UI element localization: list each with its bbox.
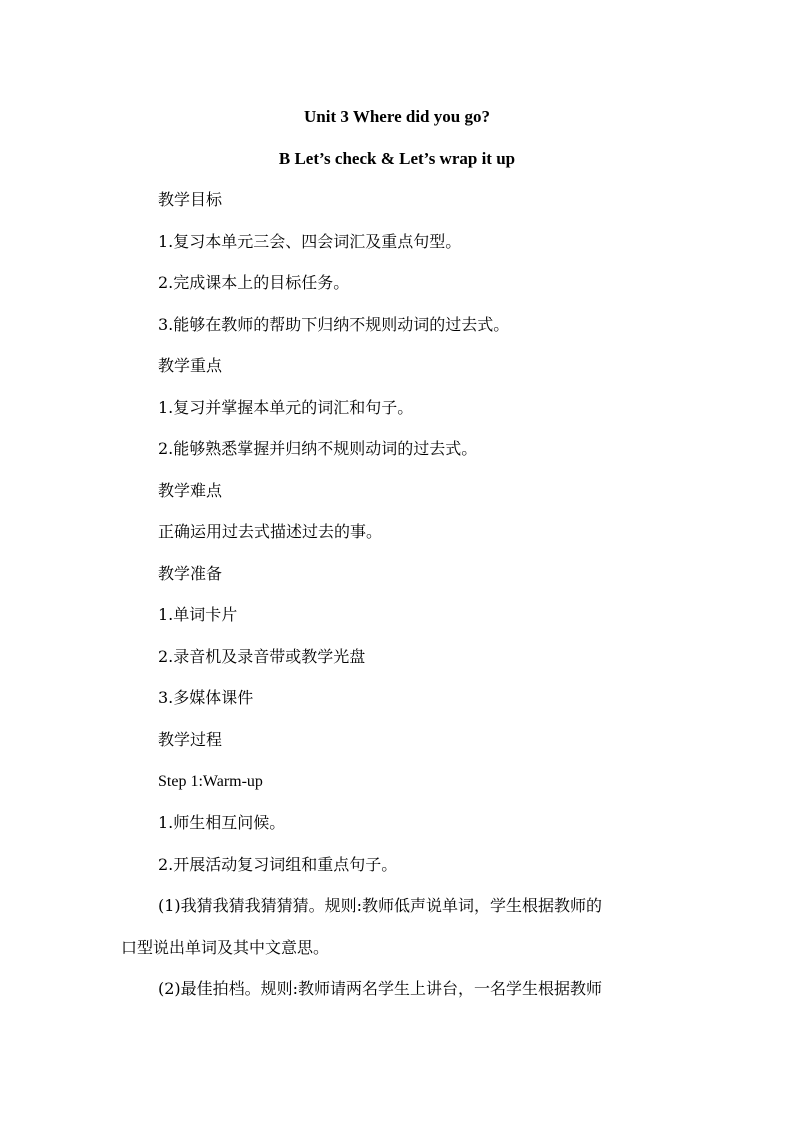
difficulty-item: 正确运用过去式描述过去的事。 [158, 522, 383, 541]
objective-item: 3.能够在教师的帮助下归纳不规则动词的过去式。 [158, 315, 510, 334]
preparation-item: 1.单词卡片 [158, 605, 238, 624]
section-heading-process: 教学过程 [158, 730, 223, 749]
objective-item: 2.完成课本上的目标任务。 [158, 273, 350, 292]
process-item: 1.师生相互问候。 [158, 813, 286, 832]
step-heading: Step 1:Warm-up [158, 773, 263, 790]
document-subtitle: B Let’s check & Let’s wrap it up [278, 149, 516, 168]
activity-paragraph-line: 口型说出单词及其中文意思。 [121, 938, 330, 957]
key-point-item: 2.能够熟悉掌握并归纳不规则动词的过去式。 [158, 439, 478, 458]
section-heading-difficulties: 教学难点 [158, 481, 223, 500]
section-heading-objectives: 教学目标 [158, 190, 223, 209]
preparation-item: 2.录音机及录音带或教学光盘 [158, 647, 366, 666]
objective-item: 1.复习本单元三会、四会词汇及重点句型。 [158, 232, 462, 251]
document-title: Unit 3 Where did you go? [304, 107, 490, 126]
activity-paragraph-line: (1)我猜我猜我猜猜猜。规则:教师低声说单词，学生根据教师的 [158, 896, 603, 915]
key-point-item: 1.复习并掌握本单元的词汇和句子。 [158, 398, 414, 417]
section-heading-key-points: 教学重点 [158, 356, 223, 375]
preparation-item: 3.多媒体课件 [158, 688, 254, 707]
section-heading-preparation: 教学准备 [158, 564, 223, 583]
activity-paragraph-line: (2)最佳拍档。规则:教师请两名学生上讲台，一名学生根据教师 [158, 979, 603, 998]
process-item: 2.开展活动复习词组和重点句子。 [158, 855, 398, 874]
